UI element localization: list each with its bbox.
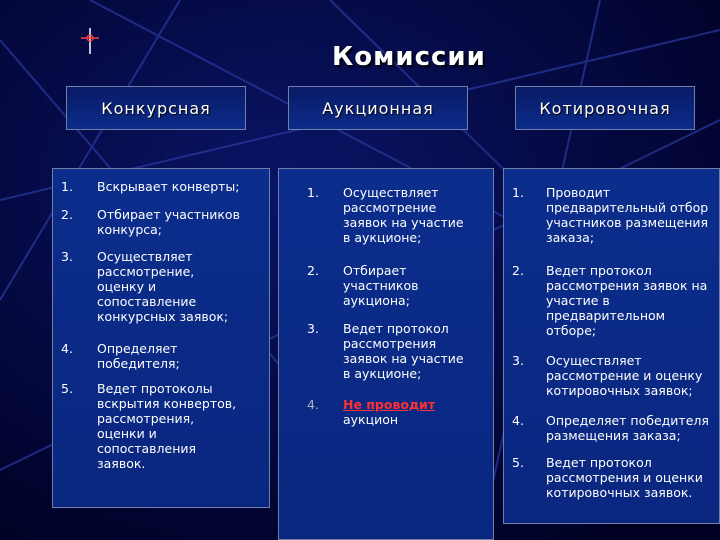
item-number: 1. (307, 185, 319, 200)
item-line: котировочных заявок. (546, 485, 693, 500)
item-line: рассмотрения заявок на (546, 278, 708, 293)
header-label: Конкурсная (101, 98, 211, 118)
item-number: 3. (307, 321, 319, 336)
item-line: вскрытия конвертов, (97, 396, 237, 411)
item-line: участников размещения (546, 215, 709, 230)
item-number: 5. (512, 455, 524, 470)
item-line: рассмотрение, (97, 264, 195, 279)
item-line: участников (343, 278, 419, 293)
item-line: заказа; (546, 230, 595, 245)
item-line: Отбирает участников (97, 207, 240, 222)
item-line: Ведет протокол (546, 455, 652, 470)
item-line: Определяет победителя (546, 413, 709, 428)
item-line: в аукционе; (343, 366, 422, 381)
item-line: Вскрывает конверты; (97, 179, 240, 194)
item-line: Осуществляет (343, 185, 439, 200)
item-number: 2. (512, 263, 524, 278)
item-number: 4. (512, 413, 524, 428)
item-line: сопоставления (97, 441, 197, 456)
column-konkursnaya (52, 168, 270, 508)
item-line: в аукционе; (343, 230, 422, 245)
page-title: Комиссии (332, 42, 486, 72)
header-auktsionnaya (288, 86, 468, 130)
item-line: рассмотрение и оценку (546, 368, 703, 383)
item-line: Проводит (546, 185, 611, 200)
item-line: рассмотрения (343, 336, 437, 351)
item-line: котировочных заявок; (546, 383, 693, 398)
item-line: Ведет протокол (546, 263, 652, 278)
item-line: отборе; (546, 323, 597, 338)
item-line: предварительный отбор (546, 200, 709, 215)
item-line: Осуществляет (97, 249, 193, 264)
column-kotirovochnaya (503, 168, 720, 524)
item-number: 2. (61, 207, 73, 222)
item-line: Осуществляет (546, 353, 642, 368)
item-line: предварительном (546, 308, 666, 323)
item-line: заявок на участие (343, 351, 464, 366)
ne-provodit-link[interactable]: Не проводит (343, 397, 436, 412)
header-kotirovochnaya (515, 86, 695, 130)
header-label: Котировочная (539, 98, 671, 118)
header-label: Аукционная (322, 98, 434, 118)
item-line: сопоставление (97, 294, 197, 309)
item-line: заявок на участие (343, 215, 464, 230)
item-number: 1. (61, 179, 73, 194)
item-number: 2. (307, 263, 319, 278)
item-number: 4. (61, 341, 73, 356)
item-line: рассмотрения, (97, 411, 195, 426)
column-auktsionnaya (278, 168, 494, 540)
cross-logo-icon (80, 28, 100, 54)
item-line: конкурсных заявок; (97, 309, 229, 324)
item-line: участие в (546, 293, 610, 308)
item-line: рассмотрение (343, 200, 437, 215)
item-number: 5. (61, 381, 73, 396)
item-line: оценку и (97, 279, 157, 294)
item-number: 1. (512, 185, 524, 200)
item-line: аукциона; (343, 293, 410, 308)
item-number: 3. (512, 353, 524, 368)
item-line: победителя; (97, 356, 180, 371)
header-konkursnaya (66, 86, 246, 130)
item-line: Определяет (97, 341, 178, 356)
item-line: Ведет протокол (343, 321, 449, 336)
item-number: 4. (307, 397, 319, 412)
item-line: заявок. (97, 456, 146, 471)
item-line: рассмотрения и оценки (546, 470, 703, 485)
item-line: аукцион (343, 412, 399, 427)
item-line: Ведет протоколы (97, 381, 213, 396)
item-line: оценки и (97, 426, 157, 441)
item-line: конкурса; (97, 222, 162, 237)
item-line: размещения заказа; (546, 428, 681, 443)
item-line: Отбирает (343, 263, 407, 278)
item-number: 3. (61, 249, 73, 264)
